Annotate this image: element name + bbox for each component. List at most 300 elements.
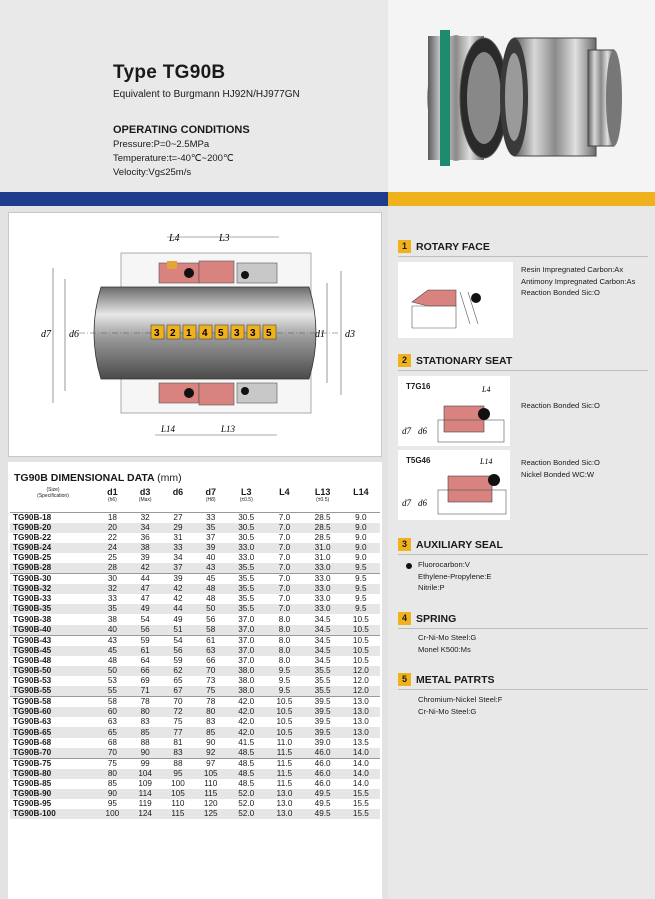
value-cell: 80	[194, 707, 227, 717]
table-title	[14, 472, 182, 484]
value-cell: 49	[129, 604, 162, 614]
section-stationary-seat	[398, 354, 512, 367]
value-cell: 35.5	[227, 584, 265, 594]
section-title: STATIONARY SEAT	[416, 354, 513, 367]
value-cell: 40	[206, 552, 216, 562]
value-cell: 9.5	[265, 686, 303, 697]
table-row	[10, 574, 380, 585]
value-cell: 28	[96, 563, 129, 574]
value-cell: 14.0	[342, 758, 380, 769]
value-cell: 48	[206, 594, 216, 604]
value-cell: 49.5	[314, 799, 331, 809]
section-title: METAL PATRTS	[416, 673, 495, 686]
value-cell: 88	[162, 758, 195, 769]
value-cell: 28.5	[314, 532, 331, 542]
size-cell: TG90B-33	[13, 594, 52, 604]
value-cell: 46.0	[304, 769, 342, 779]
header-l3: L3 (±0.5)	[227, 484, 265, 512]
value-cell: 35.5	[238, 594, 255, 604]
value-cell: 30.5	[227, 523, 265, 533]
value-cell: 39	[194, 543, 227, 553]
value-cell: 7.0	[265, 604, 303, 614]
value-cell: 97	[194, 758, 227, 769]
value-cell: 13.0	[265, 809, 303, 819]
value-cell: 8.0	[265, 646, 303, 656]
size-cell: TG90B-70	[10, 748, 96, 759]
value-cell: 49	[173, 614, 183, 624]
divider	[398, 370, 648, 371]
technical-drawing	[9, 213, 383, 458]
size-cell: TG90B-58	[10, 697, 96, 708]
table-row	[10, 594, 380, 604]
value-cell: 92	[194, 748, 227, 759]
value-cell: 9.5	[342, 584, 380, 594]
size-cell: TG90B-68	[13, 737, 52, 747]
value-cell: 9.5	[342, 574, 380, 585]
value-cell: 70	[162, 697, 195, 708]
value-cell: 37.0	[238, 655, 255, 665]
table-row	[10, 717, 380, 727]
dimension-table	[10, 484, 380, 819]
header-d1: d1 (h6)	[96, 484, 129, 512]
value-cell: 8.0	[278, 655, 291, 665]
table-row	[10, 809, 380, 819]
table-row	[10, 676, 380, 686]
oring-bullet-icon	[406, 563, 412, 569]
value-cell: 95	[162, 769, 195, 779]
table-row	[10, 789, 380, 799]
value-cell: 10.5	[276, 717, 293, 727]
divider	[398, 689, 648, 690]
value-cell: 7.0	[278, 532, 291, 542]
value-cell: 56	[129, 625, 162, 636]
value-cell: 24	[96, 543, 129, 553]
section-metal-parts	[398, 673, 495, 686]
value-cell: 18	[107, 512, 117, 522]
value-cell: 59	[129, 635, 162, 646]
size-cell: TG90B-18	[13, 512, 52, 522]
value-cell: 34.5	[304, 635, 342, 646]
value-cell: 34	[129, 523, 162, 533]
size-cell: TG90B-30	[10, 574, 96, 585]
header-d3: d3 (Max)	[129, 484, 162, 512]
value-cell: 46.0	[304, 758, 342, 769]
svg-text:d6: d6	[418, 498, 427, 508]
size-cell: TG90B-65	[10, 727, 96, 737]
size-cell: TG90B-45	[10, 646, 96, 656]
value-cell: 115	[162, 809, 195, 819]
svg-text:d7: d7	[402, 426, 411, 436]
value-cell: 39.5	[304, 707, 342, 717]
table-row	[10, 769, 380, 779]
value-cell: 15.5	[342, 809, 380, 819]
header-l14: L14	[342, 484, 380, 512]
value-cell: 13.0	[265, 789, 303, 799]
value-cell: 120	[203, 799, 218, 809]
value-cell: 56	[162, 646, 195, 656]
value-cell: 48.5	[238, 778, 255, 788]
table-row	[10, 625, 380, 636]
value-cell: 52.0	[227, 789, 265, 799]
table-row	[10, 563, 380, 574]
size-cell: TG90B-43	[10, 635, 96, 646]
technical-drawing-panel	[8, 212, 382, 457]
value-cell: 66	[129, 666, 162, 676]
value-cell: 52.0	[227, 809, 265, 819]
value-cell: 12.0	[342, 686, 380, 697]
table-row	[10, 697, 380, 708]
value-cell: 7.0	[278, 512, 291, 522]
value-cell: 43	[194, 563, 227, 574]
part-badge: 2	[170, 328, 176, 339]
value-cell: 66	[206, 655, 216, 665]
value-cell: 37.0	[227, 646, 265, 656]
value-cell: 63	[107, 717, 117, 727]
value-cell: 71	[129, 686, 162, 697]
value-cell: 14.0	[352, 778, 369, 788]
product-subtitle: Equivalent to Burgmann HJ92N/HJ977GN	[113, 89, 300, 100]
value-cell: 83	[206, 717, 216, 727]
value-cell: 10.5	[265, 707, 303, 717]
value-cell: 47	[140, 594, 150, 604]
header-l13: L13 (±0.5)	[304, 484, 342, 512]
table-row	[10, 584, 380, 594]
rotary-face-materials: Resin Impregnated Carbon:Ax Antimony Impregnated Carbon:As Reaction Bonded Sic:O	[521, 265, 636, 297]
value-cell: 9.5	[265, 666, 303, 676]
value-cell: 50	[194, 604, 227, 614]
value-cell: 31.0	[314, 552, 331, 562]
value-cell: 55	[96, 686, 129, 697]
table-row	[10, 543, 380, 553]
size-cell: TG90B-60	[10, 707, 96, 717]
section-number: 2	[398, 354, 411, 367]
divider	[398, 628, 648, 629]
dim-l13-label: L13	[221, 424, 236, 434]
value-cell: 9.0	[355, 552, 367, 562]
value-cell: 42.0	[238, 717, 255, 727]
dim-d7-label: d7	[41, 329, 51, 340]
value-cell: 33	[107, 594, 117, 604]
value-cell: 90	[129, 748, 162, 759]
value-cell: 58	[96, 697, 129, 708]
value-cell: 13.0	[276, 799, 293, 809]
value-cell: 10.5	[265, 727, 303, 737]
value-cell: 15.5	[342, 789, 380, 799]
value-cell: 49.5	[304, 809, 342, 819]
t5g46-materials: Reaction Bonded Sic:O Nickel Bonded WC:W	[521, 458, 600, 479]
part-badge: 3	[154, 328, 160, 339]
value-cell: 14.0	[342, 769, 380, 779]
value-cell: 33.0	[304, 604, 342, 614]
value-cell: 35	[96, 604, 129, 614]
value-cell: 8.0	[265, 625, 303, 636]
value-cell: 11.0	[276, 737, 293, 747]
spring-materials: Cr-Ni-Mo Steel:G Monel K500:Ms	[418, 633, 477, 654]
value-cell: 42.0	[227, 707, 265, 717]
value-cell: 61	[129, 646, 162, 656]
value-cell: 35.5	[227, 574, 265, 585]
section-title: SPRING	[416, 612, 457, 625]
value-cell: 52.0	[238, 799, 255, 809]
value-cell: 25	[107, 552, 117, 562]
value-cell: 67	[162, 686, 195, 697]
value-cell: 35.5	[304, 686, 342, 697]
value-cell: 46.0	[304, 748, 342, 759]
value-cell: 81	[173, 737, 183, 747]
value-cell: 114	[129, 789, 162, 799]
value-cell: 109	[138, 778, 152, 788]
value-cell: 34.5	[304, 646, 342, 656]
value-cell: 7.0	[265, 563, 303, 574]
value-cell: 34.5	[314, 655, 331, 665]
value-cell: 33.0	[238, 552, 255, 562]
value-cell: 48	[194, 584, 227, 594]
auxiliary-seal-materials: Fluorocarbon:V Ethylene-Propylene:E Nitrile:P	[418, 560, 492, 592]
value-cell: 104	[129, 769, 162, 779]
size-cell: TG90B-85	[13, 778, 52, 788]
table-row	[10, 646, 380, 656]
value-cell: 33.0	[304, 563, 342, 574]
value-cell: 8.0	[265, 635, 303, 646]
value-cell: 13.5	[352, 737, 369, 747]
value-cell: 43	[96, 635, 129, 646]
value-cell: 13.0	[352, 717, 369, 727]
size-cell: TG90B-48	[13, 655, 52, 665]
value-cell: 56	[206, 614, 216, 624]
size-cell: TG90B-20	[10, 523, 96, 533]
dim-d1-label: d1	[315, 329, 325, 340]
value-cell: 9.5	[278, 676, 291, 686]
value-cell: 42	[173, 594, 183, 604]
value-cell: 10.5	[352, 614, 369, 624]
value-cell: 37.0	[227, 635, 265, 646]
table-row	[10, 533, 380, 543]
size-cell: TG90B-63	[13, 717, 52, 727]
size-cell: TG90B-53	[13, 676, 52, 686]
table-row	[10, 738, 380, 748]
table-row	[10, 614, 380, 624]
value-cell: 83	[140, 717, 150, 727]
product-title: Type TG90B	[113, 62, 226, 83]
section-number: 3	[398, 538, 411, 551]
value-cell: 28.5	[314, 512, 331, 522]
value-cell: 33.0	[304, 584, 342, 594]
value-cell: 61	[194, 635, 227, 646]
value-cell: 33.0	[227, 543, 265, 553]
dim-d6-label: d6	[69, 329, 79, 340]
value-cell: 37.0	[227, 625, 265, 636]
value-cell: 42	[129, 563, 162, 574]
dim-l3-label: L3	[219, 233, 230, 244]
value-cell: 7.0	[265, 543, 303, 553]
size-cell: TG90B-22	[13, 532, 52, 542]
blue-band	[0, 192, 388, 206]
svg-text:L4: L4	[482, 385, 491, 394]
value-cell: 29	[162, 523, 195, 533]
table-row	[10, 727, 380, 737]
value-cell: 99	[129, 758, 162, 769]
value-cell: 35	[194, 523, 227, 533]
value-cell: 34.5	[314, 614, 331, 624]
value-cell: 12.0	[342, 666, 380, 676]
value-cell: 13.0	[342, 707, 380, 717]
value-cell: 51	[162, 625, 195, 636]
value-cell: 40	[96, 625, 129, 636]
part-badge: 3	[250, 328, 256, 339]
value-cell: 85	[194, 727, 227, 737]
value-cell: 37	[162, 563, 195, 574]
value-cell: 48.5	[227, 758, 265, 769]
value-cell: 9.5	[342, 604, 380, 614]
value-cell: 28.5	[304, 523, 342, 533]
section-number: 4	[398, 612, 411, 625]
value-cell: 39.5	[304, 697, 342, 708]
value-cell: 78	[129, 697, 162, 708]
product-photo	[388, 0, 655, 192]
header-size: (Size) (Specification)	[10, 484, 96, 512]
value-cell: 69	[140, 676, 150, 686]
size-cell: TG90B-90	[10, 789, 96, 799]
value-cell: 35.5	[304, 666, 342, 676]
value-cell: 45	[96, 646, 129, 656]
table-row	[10, 758, 380, 769]
value-cell: 38.0	[238, 676, 255, 686]
value-cell: 12.0	[352, 676, 369, 686]
table-row	[10, 686, 380, 697]
value-cell: 90	[206, 737, 216, 747]
value-cell: 41.5	[238, 737, 255, 747]
dim-l14-label: L14	[161, 424, 176, 434]
size-cell: TG90B-24	[10, 543, 96, 553]
table-row	[10, 512, 380, 523]
value-cell: 100	[96, 809, 129, 819]
value-cell: 34.5	[304, 625, 342, 636]
table-row	[10, 748, 380, 759]
value-cell: 95	[107, 799, 117, 809]
value-cell: 11.5	[265, 748, 303, 759]
value-cell: 38	[107, 614, 117, 624]
value-cell: 10.5	[342, 646, 380, 656]
value-cell: 39.0	[314, 737, 331, 747]
value-cell: 10.5	[342, 625, 380, 636]
rotary-face-diagram	[398, 262, 513, 338]
value-cell: 42.0	[227, 727, 265, 737]
value-cell: 75	[194, 686, 227, 697]
value-cell: 39	[162, 574, 195, 585]
conditions-title: OPERATING CONDITIONS	[113, 124, 250, 136]
value-cell: 65	[173, 676, 183, 686]
value-cell: 10.5	[265, 697, 303, 708]
value-cell: 105	[194, 769, 227, 779]
table-row	[10, 523, 380, 533]
table-body	[10, 512, 380, 819]
value-cell: 105	[162, 789, 195, 799]
section-rotary-face	[398, 240, 490, 253]
size-cell: TG90B-28	[10, 563, 96, 574]
value-cell: 7.0	[265, 574, 303, 585]
value-cell: 44	[162, 604, 195, 614]
value-cell: 115	[194, 789, 227, 799]
value-cell: 60	[96, 707, 129, 717]
value-cell: 88	[140, 737, 150, 747]
divider	[398, 554, 648, 555]
value-cell: 38	[129, 543, 162, 553]
value-cell: 33.0	[314, 594, 331, 604]
value-cell: 37	[206, 532, 216, 542]
value-cell: 8.0	[278, 614, 291, 624]
size-cell: TG90B-35	[10, 604, 96, 614]
part-badge: 3	[234, 328, 240, 339]
value-cell: 50	[96, 666, 129, 676]
value-cell: 62	[162, 666, 195, 676]
size-cell: TG90B-50	[10, 666, 96, 676]
value-cell: 9.5	[342, 563, 380, 574]
size-cell: TG90B-95	[13, 799, 52, 809]
value-cell: 10.5	[352, 655, 369, 665]
condition-velocity: Velocity:Vg≤25m/s	[113, 167, 192, 178]
condition-pressure: Pressure:P=0~2.5MPa	[113, 139, 210, 150]
yellow-band	[388, 192, 655, 206]
size-cell: TG90B-100	[10, 809, 96, 819]
value-cell: 9.5	[355, 594, 367, 604]
value-cell: 48	[107, 655, 117, 665]
section-title: AUXILIARY SEAL	[416, 538, 503, 551]
value-cell: 119	[138, 799, 152, 809]
value-cell: 31.0	[304, 543, 342, 553]
value-cell: 45	[194, 574, 227, 585]
value-cell: 7.0	[278, 552, 291, 562]
value-cell: 11.5	[265, 769, 303, 779]
value-cell: 75	[96, 758, 129, 769]
dim-d3-label: d3	[345, 329, 355, 340]
size-cell: TG90B-40	[10, 625, 96, 636]
size-cell: TG90B-38	[13, 614, 52, 624]
value-cell: 77	[162, 727, 195, 737]
divider	[398, 256, 648, 257]
value-cell: 36	[140, 532, 150, 542]
value-cell: 38.0	[227, 686, 265, 697]
header-d6: d6	[162, 484, 195, 512]
value-cell: 32	[96, 584, 129, 594]
value-cell: 68	[107, 737, 117, 747]
value-cell: 42.0	[227, 697, 265, 708]
section-title: ROTARY FACE	[416, 240, 490, 253]
value-cell: 35.5	[227, 563, 265, 574]
value-cell: 7.0	[265, 523, 303, 533]
value-cell: 33	[162, 543, 195, 553]
table-row	[10, 707, 380, 717]
value-cell: 30	[96, 574, 129, 585]
value-cell: 70	[96, 748, 129, 759]
value-cell: 37.0	[238, 614, 255, 624]
value-cell: 13.0	[342, 727, 380, 737]
table-title-text: TG90B DIMENSIONAL DATA	[14, 472, 155, 484]
value-cell: 85	[129, 727, 162, 737]
section-number: 5	[398, 673, 411, 686]
table-row	[10, 553, 380, 563]
variant-t5g46: T5G46	[406, 456, 431, 465]
value-cell: 11.5	[265, 758, 303, 769]
value-cell: 54	[162, 635, 195, 646]
value-cell: 35.5	[314, 676, 331, 686]
part-badge: 5	[218, 328, 224, 339]
value-cell: 80	[129, 707, 162, 717]
value-cell: 46.0	[314, 778, 331, 788]
svg-text:d6: d6	[418, 426, 427, 436]
section-spring	[398, 612, 456, 625]
value-cell: 78	[194, 697, 227, 708]
value-cell: 48.5	[227, 748, 265, 759]
